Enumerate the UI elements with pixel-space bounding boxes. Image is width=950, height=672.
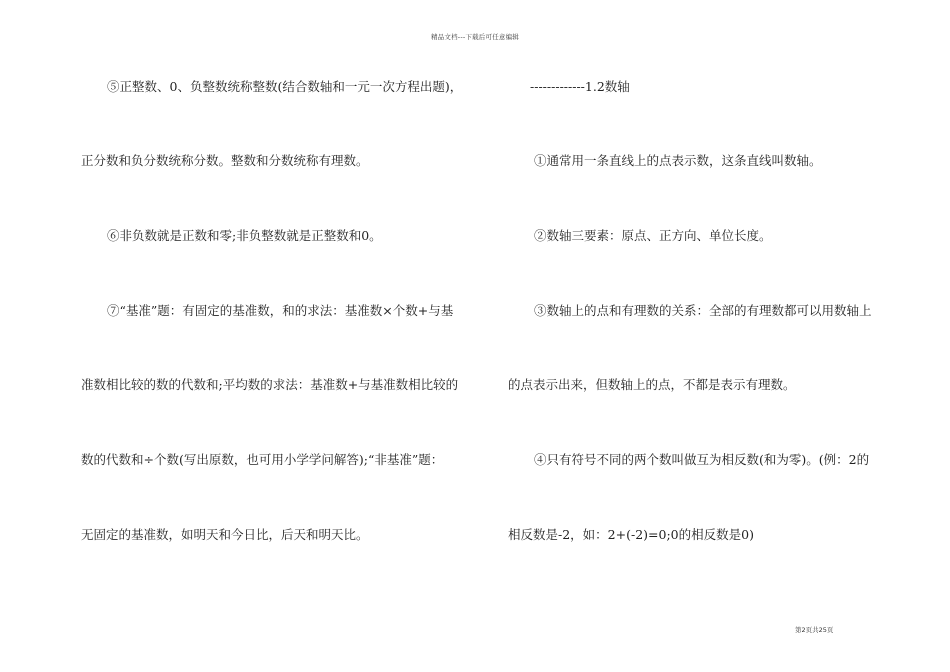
paragraph-line: ①通常用一条直线上的点表示数，这条直线叫数轴。	[534, 153, 822, 168]
paragraph-line: ⑤正整数、0、负整数统称整数(结合数轴和一元一次方程出题)，	[107, 79, 463, 94]
paragraph-line: 准数相比较的数的代数和;平均数的求法：基准数+与基准数相比较的	[81, 377, 459, 392]
paragraph-line: 正分数和负分数统称分数。整数和分数统称有理数。	[81, 153, 369, 168]
page-header: 精品文档---下载后可任意编辑	[430, 33, 520, 41]
paragraph-line: ⑥非负数就是正数和零;非负整数就是正整数和0。	[107, 228, 382, 243]
paragraph-line: 的点表示出来，但数轴上的点，不都是表示有理数。	[508, 377, 796, 392]
paragraph-line: ⑦“基准”题：有固定的基准数，和的求法：基准数×个数+与基	[107, 303, 454, 318]
section-heading: -------------1.2数轴	[530, 79, 630, 94]
paragraph-line: ④只有符号不同的两个数叫做互为相反数(和为零)。(例：2的	[534, 452, 870, 467]
page-number: 第2页共25页	[795, 626, 834, 634]
paragraph-line: 数的代数和÷个数(写出原数，也可用小学学问解答);“非基准”题：	[81, 452, 444, 467]
left-column	[81, 0, 481, 672]
paragraph-line: ②数轴三要素：原点、正方向、单位长度。	[534, 228, 772, 243]
paragraph-line: ③数轴上的点和有理数的关系：全部的有理数都可以用数轴上	[534, 303, 872, 318]
paragraph-line: 相反数是-2，如：2+(-2)=0;0的相反数是0)	[508, 527, 754, 542]
right-column	[508, 0, 908, 672]
paragraph-line: 无固定的基准数，如明天和今日比，后天和明天比。	[81, 527, 369, 542]
